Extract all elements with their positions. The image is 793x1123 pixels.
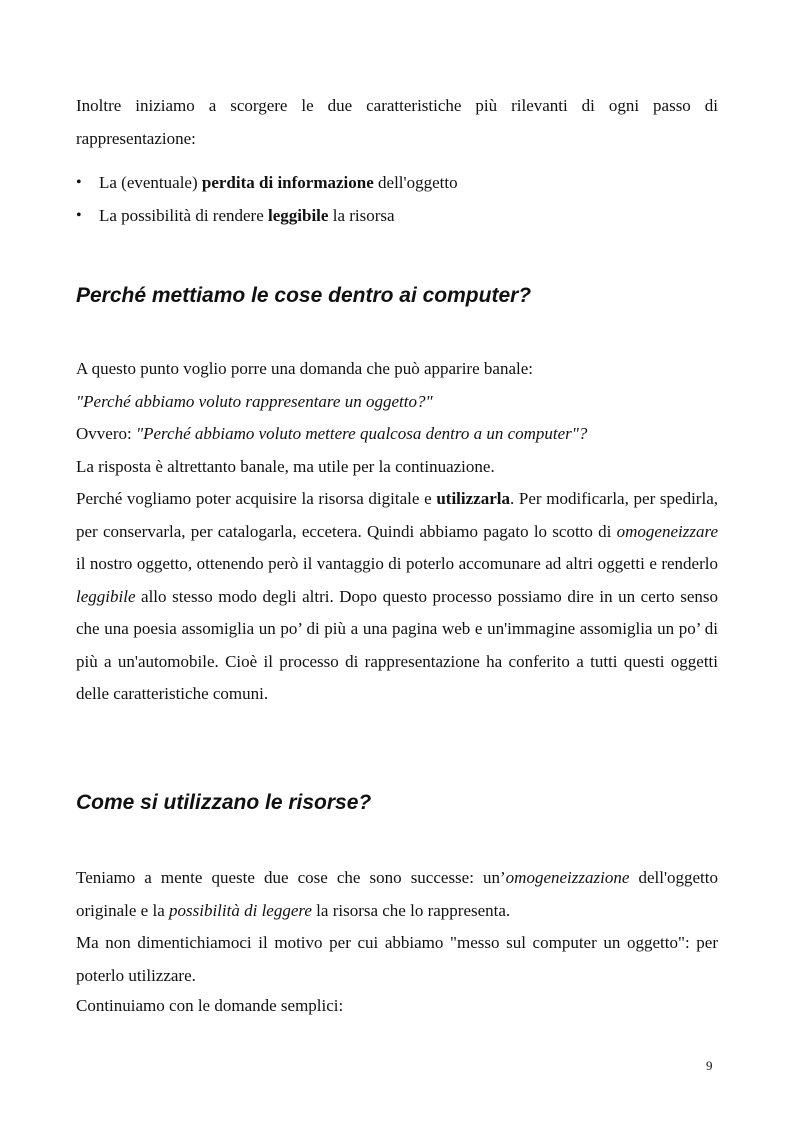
bullet-icon: •: [76, 206, 82, 224]
section2-line: Ma non dimentichiamoci il motivo per cui abbiamo "messo sul computer un oggetto": per poterlo utilizzare.: [76, 933, 718, 985]
bullet-icon: •: [76, 174, 82, 191]
list-item: • La (eventuale) perdita di informazione dell'oggetto: [76, 167, 458, 200]
intro-paragraph: Inoltre iniziamo a scorgere le due caratteristiche più rilevanti di ogni passo di rappresentazione:: [76, 96, 718, 148]
feature-list: [76, 167, 458, 232]
section-heading: Perché mettiamo le cose dentro ai computer?: [76, 284, 532, 307]
section2-line: Continuiamo con le domande semplici:: [76, 996, 344, 1015]
list-item: • La possibilità di rendere leggibile la risorsa: [76, 200, 458, 233]
page-number: 9: [706, 1058, 713, 1073]
section2-paragraph: Teniamo a mente queste due cose che sono successe: un’omogeneizzazione dell'oggetto originale e la possibilità di leggere la risorsa che lo rappresenta.: [76, 868, 718, 920]
section-heading: Come si utilizzano le risorse?: [76, 791, 372, 814]
bold-term: perdita di informazione: [201, 173, 374, 192]
section1-lines: A questo punto voglio porre una domanda che può apparire banale: "Perché abbiamo voluto rappresentare un oggetto?" Ovvero: "Perché abbiamo voluto mettere qualcosa dentro a un computer"? La risposta è altrettanto banale, ma utile per la continuazione.: [76, 359, 588, 476]
section1-paragraph: Perché vogliamo poter acquisire la risorsa digitale e utilizzarla. Per modificarla, per spedirla, per conservarla, per catalogarla, eccetera. Quindi abbiamo pagato lo scotto di omogeneizzare il nostro oggetto, ottenendo però il vantaggio di poterlo accomunare ad altri oggetti e renderlo leggibile allo stesso modo degli altri. Dopo questo processo possiamo dire in un certo senso che una poesia assomiglia un po’ di più a una pagina web e un'immagine assomiglia un po’ di più a un'automobile. Cioè il processo di rappresentazione ha conferito a tutti questi oggetti delle caratteristiche comuni.: [76, 489, 718, 703]
bold-term: leggibile: [268, 205, 329, 225]
